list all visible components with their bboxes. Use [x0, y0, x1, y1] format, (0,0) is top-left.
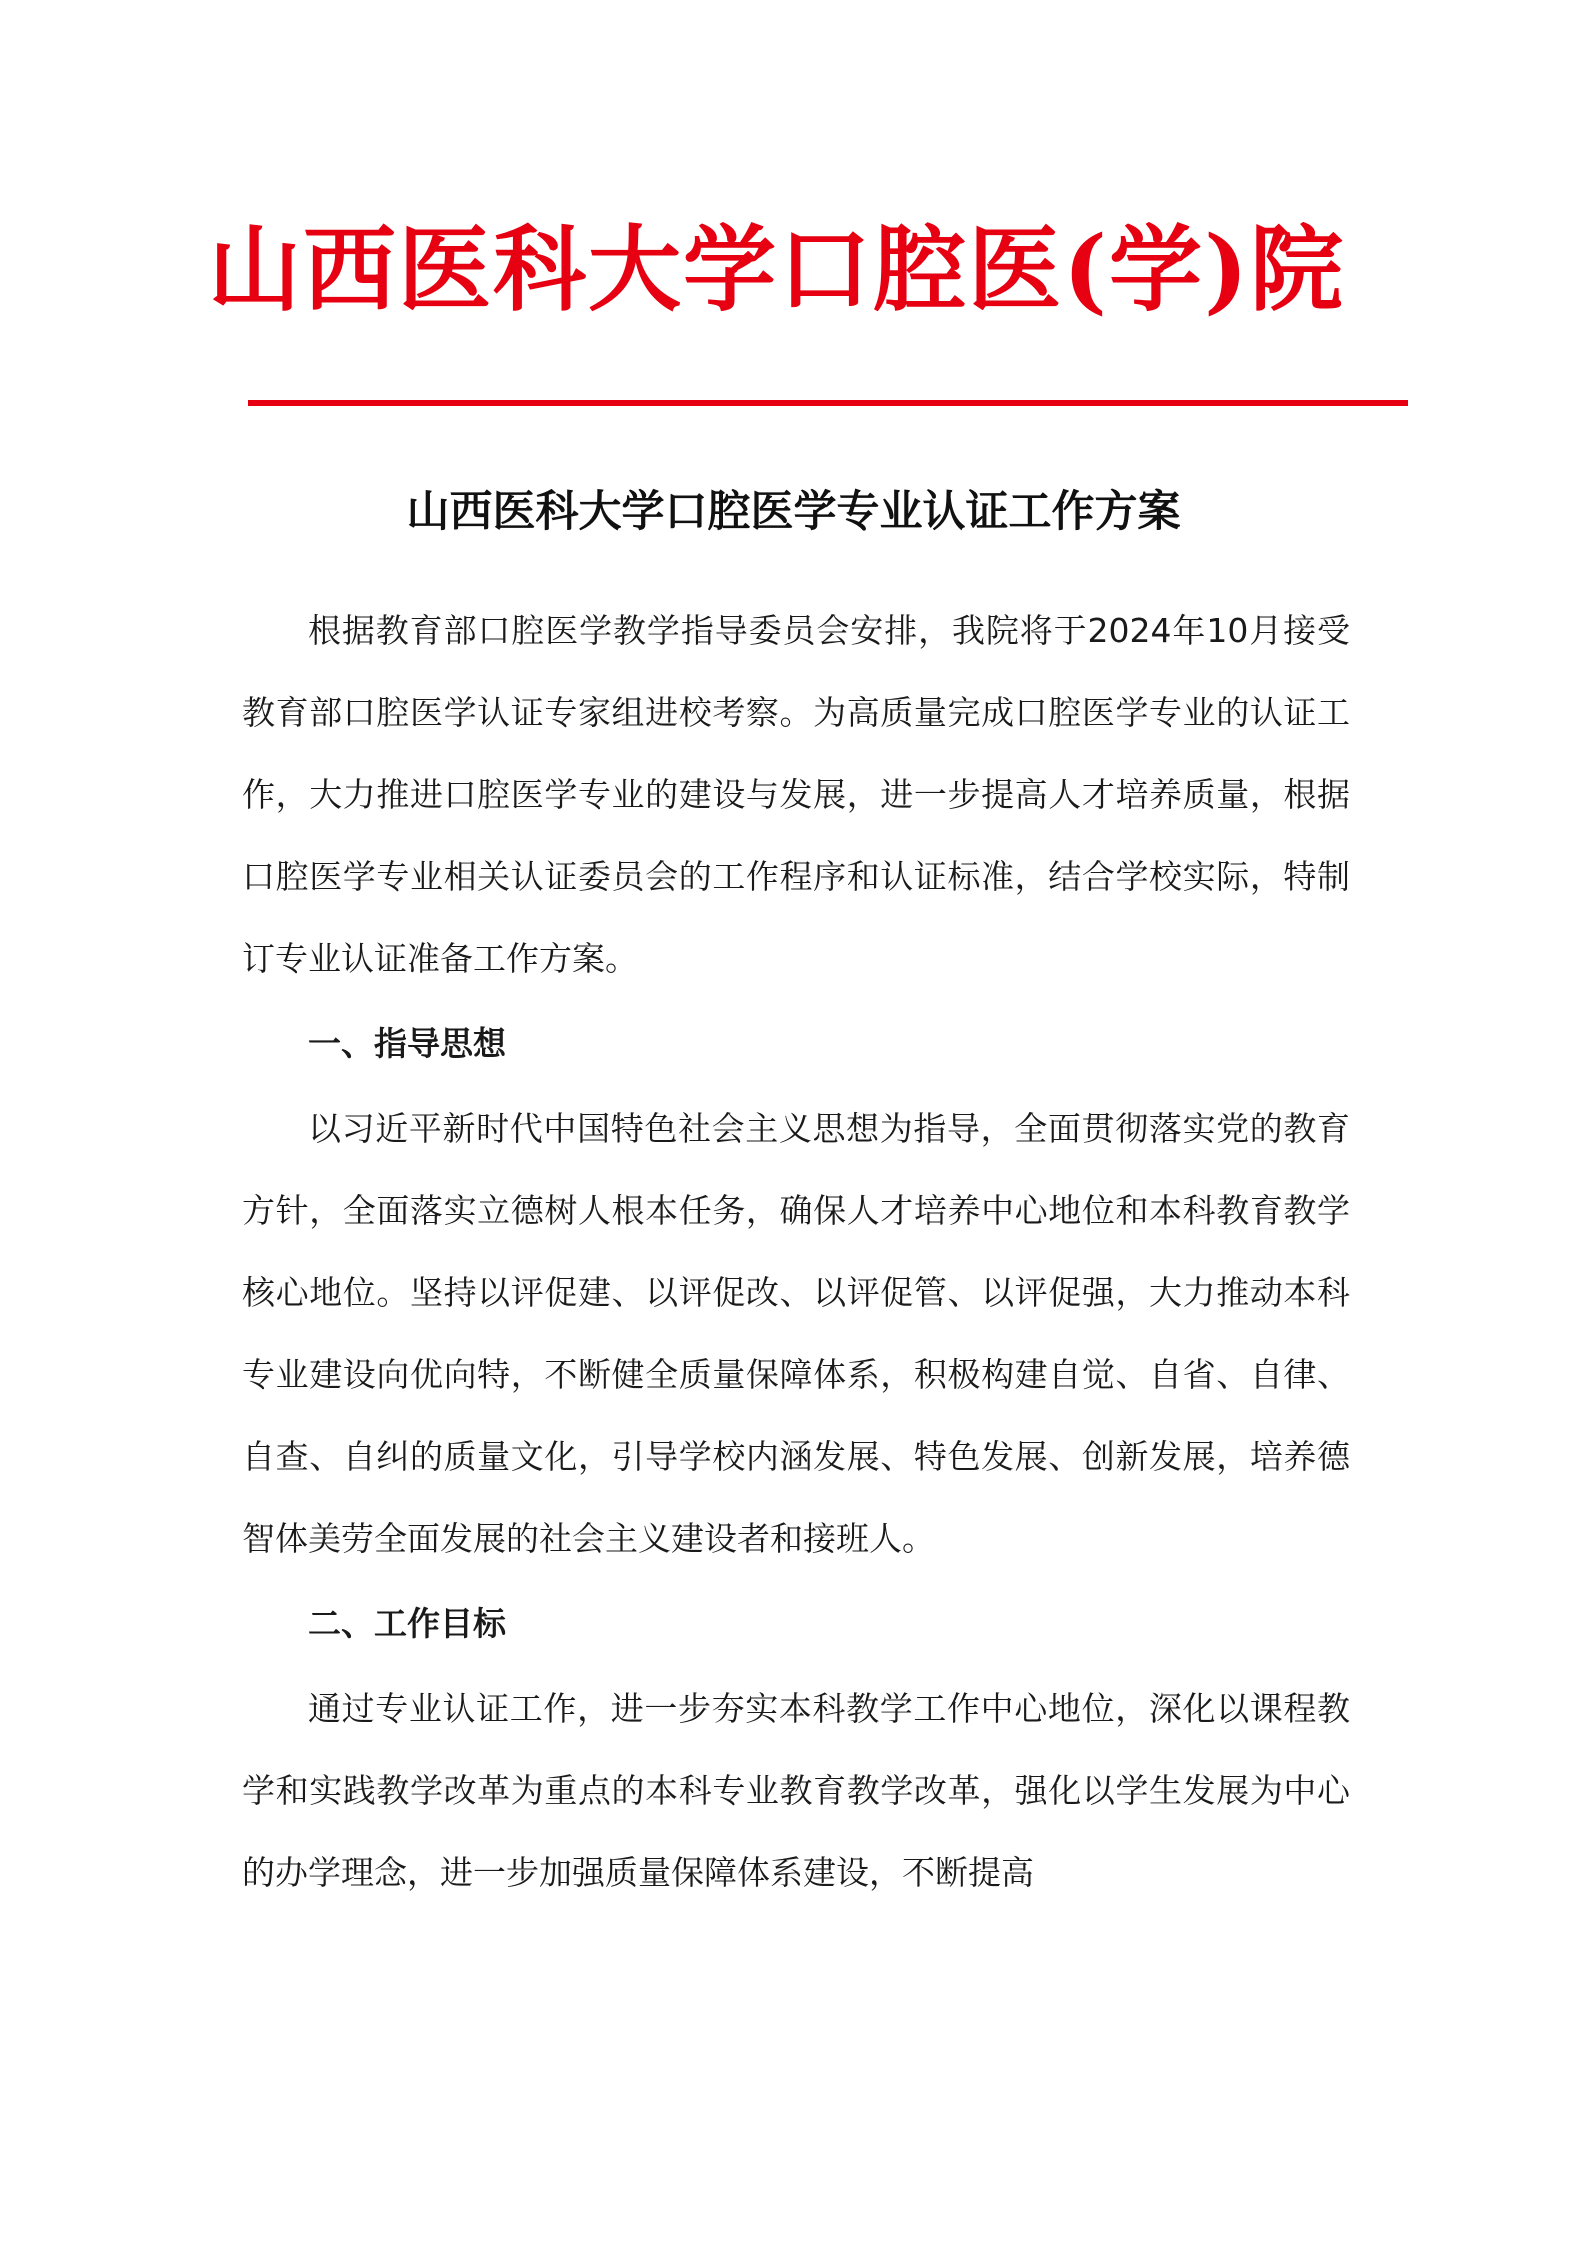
- section-paragraph-guiding-ideology: 以习近平新时代中国特色社会主义思想为指导，全面贯彻落实党的教育方针，全面落实立德树人根本任务，确保人才培养中心地位和本科教育教学核心地位。坚持以评促建、以评促改、以评促管、以评促强，大力推动本科专业建设向优向特，不断健全质量保障体系，积极构建自觉、自省、自律、自查、自纠的质量文化，引导学校内涵发展、特色发展、创新发展，培养德智体美劳全面发展的社会主义建设者和接班人。: [242, 1109, 1350, 1558]
- letterhead-red-rule: [248, 400, 1408, 406]
- section-paragraph-work-goals: 通过专业认证工作，进一步夯实本科教学工作中心地位，深化以课程教学和实践教学改革为重点的本科专业教育教学改革，强化以学生发展为中心的办学理念，进一步加强质量保障体系建设，不断提高: [242, 1689, 1350, 1892]
- intro-paragraph: 根据教育部口腔医学教学指导委员会安排，我院将于2024年10月接受教育部口腔医学认证专家组进校考察。为高质量完成口腔医学专业的认证工作，大力推进口腔医学专业的建设与发展，进一步提高人才培养质量，根据口腔医学专业相关认证委员会的工作程序和认证标准，结合学校实际，特制订专业认证准备工作方案。: [242, 611, 1350, 978]
- letterhead-institution-name: 山西医科大学口腔医(学)院: [208, 215, 1346, 324]
- section-heading-guiding-ideology: 一、指导思想: [308, 1024, 506, 1063]
- section-heading-work-goals: 二、工作目标: [308, 1604, 506, 1643]
- document-title: 山西医科大学口腔医学专业认证工作方案: [406, 487, 1181, 537]
- document-body: [242, 590, 1350, 1914]
